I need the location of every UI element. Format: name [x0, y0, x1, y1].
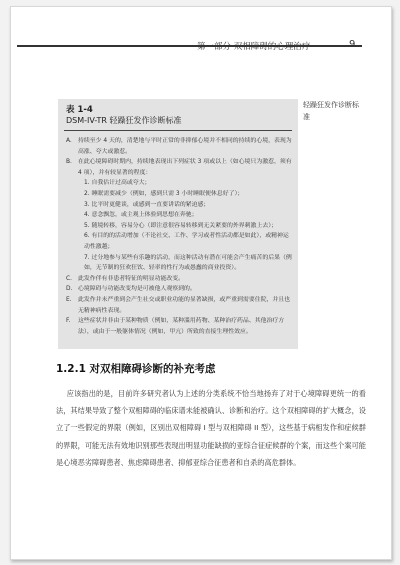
criterion-item [66, 253, 294, 274]
criterion-label: E. [66, 296, 72, 303]
criterion-text: 此发作伴有非患者特征的明显功能改变。 [78, 275, 185, 282]
criterion-text: 3. 比平时更健谈，或感到一直要讲话的紧迫感； [84, 201, 210, 208]
criterion-text: 此发作并未严重到会产生社交或职业功能的显著缺损，或严重到需要住院，并且也无精神病性表现。 [78, 296, 291, 314]
criterion-text: 在此心境障碍时期内，持续地表现出下列症状 3 项或以上（如心境只为激惹，须有 4 项），并有较显著的程度： [78, 159, 292, 176]
criterion-label: D. [66, 286, 73, 293]
criterion-item [66, 231, 294, 252]
criterion-text: 5. 随境转移，容易分心（即注意很容易转移到无关紧要的外界刺激上去）； [84, 222, 278, 229]
criterion-label [72, 189, 84, 200]
body-paragraph: 应该指出的是，目前许多研究者认为上述的分类系统不恰当地扬弃了对于心境障碍更统一的看法，其结果导致了整个双相障碍的临床谱未能被确认、诊断和治疗。这个双相障碍的扩大概念，设立了一些假定的界限（例如，区别出双相障碍 I 型与双相障碍 II 型），这些基于病相发作和症候群的界限，可能无法有效地识别那些表现出明显功能缺损的亚综合征症候群的个案，而这些个案可能是心境恶劣障碍患者、焦虑障碍患者、抑郁亚综合征患者和自杀的高危群体。 [56, 389, 366, 467]
criteria-table-box [58, 99, 298, 349]
criterion-item [66, 274, 294, 285]
criterion-text: 心境障碍与功能改变均是可被他人观察到的。 [78, 286, 196, 293]
criterion-label [72, 210, 84, 221]
criterion-item [66, 157, 294, 178]
criterion-text: 这些症状并非由于某种物质（例如，某种滥用药物、某种治疗药品、其他治疗方法），或由于一般躯体情况（例如，甲亢）所致的直接生理性效应。 [78, 318, 285, 335]
criterion-label [72, 221, 84, 232]
criterion-label [72, 231, 84, 252]
criterion-item [66, 200, 294, 211]
criterion-text: 7. 过分地参与某些有乐趣的活动，而这种活动有潜在可能会产生痛苦的后果（例如，无节制的狂欢狂饮、轻率的性行为或愚蠢的商业投资）。 [84, 254, 292, 272]
page-number: 9 [349, 39, 356, 50]
table-title-rule [64, 130, 292, 131]
margin-note: 轻躁狂发作诊断标准 [303, 101, 359, 121]
criterion-text: 持续至少 4 天的，清楚地与平时正常的非抑郁心境并不相同的持续的心境，表现为高涨、夸大或激惹。 [78, 138, 292, 155]
criteria-list [66, 136, 294, 337]
criterion-item [66, 221, 294, 232]
criterion-item [66, 284, 294, 295]
section-heading: 1.2.1 对双相障碍诊断的补充考虑 [56, 363, 216, 375]
header-rule [17, 45, 362, 47]
criterion-label: A. [66, 138, 72, 144]
criterion-label: F. [66, 318, 71, 325]
criterion-item [66, 210, 294, 221]
criterion-label: C. [66, 275, 72, 282]
criterion-item [66, 136, 294, 157]
criterion-label [72, 200, 84, 211]
criterion-text: 4. 意念飘忽，或主观上体验到思想在奔驰； [84, 212, 198, 219]
running-title: 第一部分 双相障碍的心理治疗 [197, 42, 311, 52]
criterion-item [66, 316, 294, 337]
book-page [10, 6, 392, 560]
table-title: DSM-IV-TR 轻躁狂发作诊断标准 [66, 116, 182, 125]
criterion-item [66, 189, 294, 200]
criterion-label: B. [66, 159, 72, 166]
criterion-label [72, 253, 84, 274]
page-header [11, 7, 391, 53]
criterion-text: 2. 睡眠需要减少（例如，感到只需 3 小时睡眠便休息好了）； [84, 190, 244, 197]
criterion-item [66, 178, 294, 189]
criterion-text: 1. 自我估计过高或夸大； [84, 180, 151, 187]
criterion-item [66, 295, 294, 316]
table-number: 表 1-4 [66, 105, 93, 115]
criterion-label [72, 178, 84, 189]
body-text [56, 385, 366, 471]
criterion-text: 6. 有目的的活动增加（不论社交、工作、学习或者性活动都是如此），或精神运动性激越； [84, 233, 289, 250]
